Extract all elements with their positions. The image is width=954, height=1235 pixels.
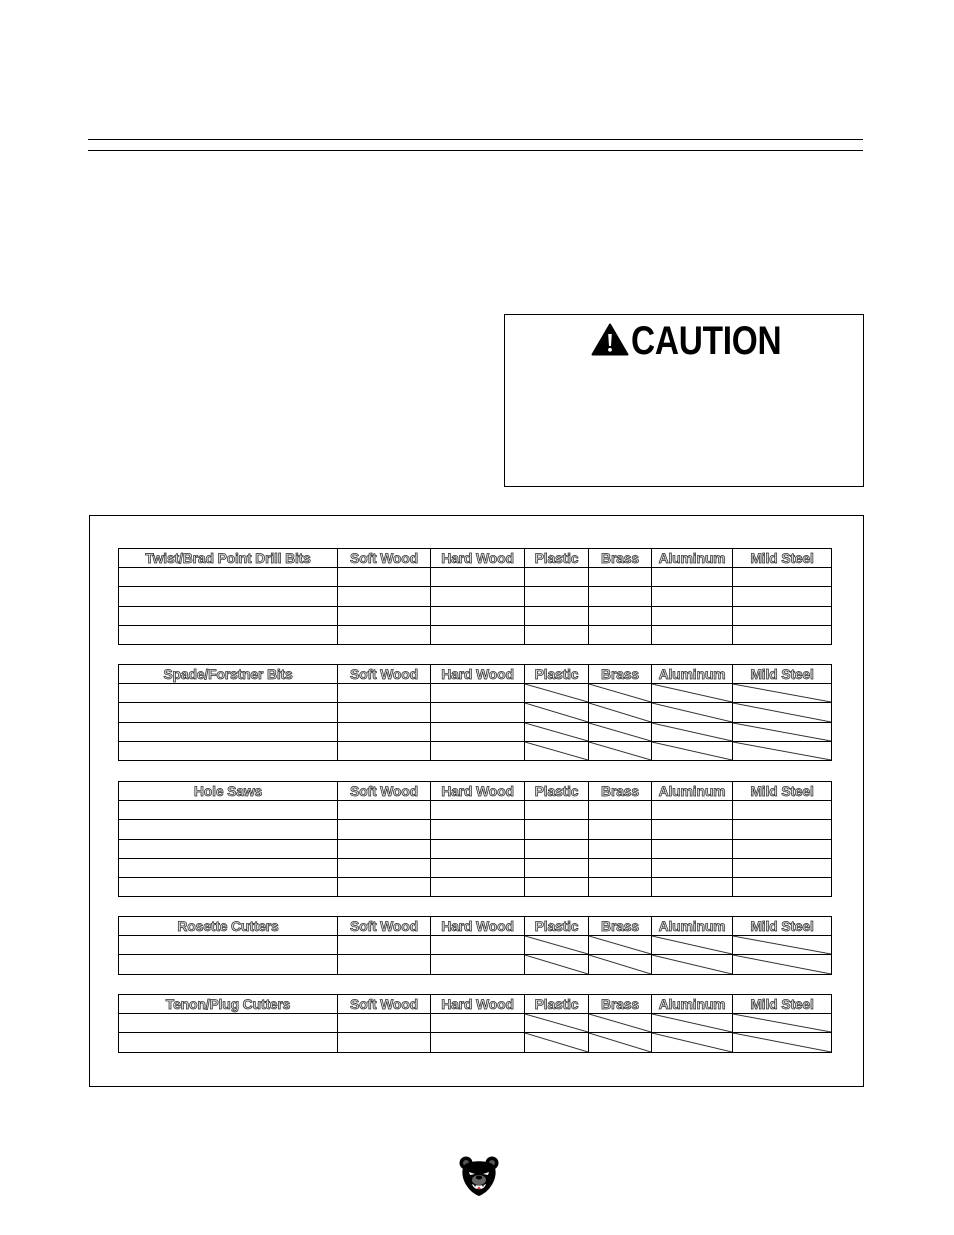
table-cell bbox=[338, 607, 431, 626]
table-cell bbox=[338, 801, 431, 820]
table-cell bbox=[431, 607, 525, 626]
table-cell bbox=[119, 742, 338, 761]
table-header-row bbox=[119, 995, 832, 1014]
not-applicable-cell bbox=[652, 742, 733, 761]
table-cell bbox=[525, 568, 589, 587]
table-cell bbox=[525, 859, 589, 878]
table-cell bbox=[733, 801, 832, 820]
table-header-row bbox=[119, 917, 832, 936]
table-cell bbox=[431, 840, 525, 859]
spade-forstner-bits-table bbox=[118, 664, 832, 761]
not-applicable-cell bbox=[733, 1033, 832, 1052]
table-cell bbox=[119, 703, 338, 722]
hole-saws-table bbox=[118, 781, 832, 897]
table-cell bbox=[733, 568, 832, 587]
table-cell bbox=[589, 607, 652, 626]
table-cell bbox=[525, 626, 589, 645]
column-header-soft-wood: Soft Wood bbox=[338, 665, 431, 684]
table-header-row bbox=[119, 782, 832, 801]
table-row bbox=[119, 955, 832, 974]
table-cell bbox=[652, 801, 733, 820]
warning-triangle-icon bbox=[591, 323, 629, 356]
not-applicable-cell bbox=[525, 1033, 589, 1052]
column-header-hard-wood: Hard Wood bbox=[431, 995, 525, 1014]
rosette-cutters-table bbox=[118, 916, 832, 975]
column-header-mild-steel: Mild Steel bbox=[733, 782, 832, 801]
table-cell bbox=[338, 1014, 431, 1033]
table-cell bbox=[652, 607, 733, 626]
table-row bbox=[119, 742, 832, 761]
table-cell bbox=[431, 1033, 525, 1052]
table-cell bbox=[431, 1014, 525, 1033]
column-header-plastic: Plastic bbox=[525, 995, 589, 1014]
not-applicable-cell bbox=[525, 742, 589, 761]
not-applicable-cell bbox=[589, 684, 652, 703]
table-cell bbox=[119, 840, 338, 859]
table-cell bbox=[733, 587, 832, 606]
twist-brad-point-drill-bits-table bbox=[118, 548, 832, 645]
table-cell bbox=[589, 878, 652, 897]
table-cell bbox=[589, 587, 652, 606]
table-cell bbox=[589, 801, 652, 820]
table-cell bbox=[525, 820, 589, 839]
table-cell bbox=[431, 859, 525, 878]
table-row bbox=[119, 936, 832, 955]
table-cell bbox=[652, 878, 733, 897]
not-applicable-cell bbox=[652, 1014, 733, 1033]
table-row bbox=[119, 840, 832, 859]
table-cell bbox=[119, 936, 338, 955]
table-cell bbox=[338, 568, 431, 587]
tenon-plug-cutters-table bbox=[118, 994, 832, 1053]
column-header-soft-wood: Soft Wood bbox=[338, 917, 431, 936]
table-cell bbox=[525, 587, 589, 606]
not-applicable-cell bbox=[589, 955, 652, 974]
table-cell bbox=[589, 568, 652, 587]
column-header-plastic: Plastic bbox=[525, 782, 589, 801]
table-row bbox=[119, 587, 832, 606]
table-row bbox=[119, 684, 832, 703]
column-header-hard-wood: Hard Wood bbox=[431, 665, 525, 684]
table-cell bbox=[652, 859, 733, 878]
not-applicable-cell bbox=[589, 1033, 652, 1052]
table-cell bbox=[338, 723, 431, 742]
not-applicable-cell bbox=[525, 1014, 589, 1033]
table-cell bbox=[589, 840, 652, 859]
table-cell bbox=[652, 587, 733, 606]
column-header-hard-wood: Hard Wood bbox=[431, 782, 525, 801]
table-cell bbox=[431, 936, 525, 955]
table-cell bbox=[338, 684, 431, 703]
table-cell bbox=[589, 820, 652, 839]
column-header-brass: Brass bbox=[589, 995, 652, 1014]
caution-title: CAUTION bbox=[631, 319, 782, 363]
table-title: Spade/Forstner Bits bbox=[119, 665, 338, 684]
column-header-mild-steel: Mild Steel bbox=[733, 917, 832, 936]
not-applicable-cell bbox=[525, 723, 589, 742]
not-applicable-cell bbox=[652, 936, 733, 955]
table-cell bbox=[119, 820, 338, 839]
table-cell bbox=[589, 859, 652, 878]
table-cell bbox=[119, 568, 338, 587]
not-applicable-cell bbox=[525, 936, 589, 955]
not-applicable-cell bbox=[525, 684, 589, 703]
not-applicable-cell bbox=[525, 955, 589, 974]
table-cell bbox=[119, 587, 338, 606]
table-cell bbox=[119, 955, 338, 974]
table-cell bbox=[119, 878, 338, 897]
table-row bbox=[119, 801, 832, 820]
not-applicable-cell bbox=[733, 703, 832, 722]
not-applicable-cell bbox=[652, 703, 733, 722]
table-cell bbox=[338, 587, 431, 606]
column-header-brass: Brass bbox=[589, 782, 652, 801]
column-header-brass: Brass bbox=[589, 917, 652, 936]
table-cell bbox=[652, 568, 733, 587]
not-applicable-cell bbox=[733, 1014, 832, 1033]
not-applicable-cell bbox=[589, 703, 652, 722]
table-row bbox=[119, 878, 832, 897]
table-row bbox=[119, 1014, 832, 1033]
table-cell bbox=[525, 801, 589, 820]
table-row bbox=[119, 820, 832, 839]
table-cell bbox=[652, 840, 733, 859]
table-cell bbox=[733, 840, 832, 859]
column-header-aluminum: Aluminum bbox=[652, 917, 733, 936]
not-applicable-cell bbox=[589, 936, 652, 955]
table-row bbox=[119, 626, 832, 645]
table-cell bbox=[338, 878, 431, 897]
table-row bbox=[119, 568, 832, 587]
column-header-soft-wood: Soft Wood bbox=[338, 995, 431, 1014]
table-cell bbox=[119, 1014, 338, 1033]
column-header-aluminum: Aluminum bbox=[652, 995, 733, 1014]
column-header-soft-wood: Soft Wood bbox=[338, 782, 431, 801]
not-applicable-cell bbox=[733, 684, 832, 703]
table-header-row bbox=[119, 665, 832, 684]
not-applicable-cell bbox=[652, 1033, 733, 1052]
not-applicable-cell bbox=[589, 723, 652, 742]
not-applicable-cell bbox=[589, 1014, 652, 1033]
table-cell bbox=[431, 878, 525, 897]
table-cell bbox=[525, 878, 589, 897]
table-cell bbox=[431, 723, 525, 742]
table-cell bbox=[338, 703, 431, 722]
not-applicable-cell bbox=[525, 703, 589, 722]
grizzly-bear-logo bbox=[458, 1155, 500, 1197]
table-cell bbox=[338, 859, 431, 878]
table-cell bbox=[119, 1033, 338, 1052]
table-cell bbox=[431, 587, 525, 606]
table-cell bbox=[431, 568, 525, 587]
table-cell bbox=[119, 723, 338, 742]
table-cell bbox=[431, 955, 525, 974]
table-cell bbox=[119, 684, 338, 703]
not-applicable-cell bbox=[652, 684, 733, 703]
table-cell bbox=[431, 703, 525, 722]
column-header-mild-steel: Mild Steel bbox=[733, 665, 832, 684]
table-cell bbox=[652, 626, 733, 645]
table-cell bbox=[119, 626, 338, 645]
column-header-brass: Brass bbox=[589, 665, 652, 684]
caution-box bbox=[504, 314, 864, 487]
column-header-aluminum: Aluminum bbox=[652, 665, 733, 684]
table-row bbox=[119, 703, 832, 722]
column-header-plastic: Plastic bbox=[525, 549, 589, 568]
table-cell bbox=[733, 878, 832, 897]
table-cell bbox=[119, 607, 338, 626]
table-cell bbox=[338, 840, 431, 859]
table-cell bbox=[733, 820, 832, 839]
not-applicable-cell bbox=[652, 955, 733, 974]
not-applicable-cell bbox=[733, 936, 832, 955]
table-title: Hole Saws bbox=[119, 782, 338, 801]
section-divider-bottom bbox=[88, 150, 863, 151]
column-header-aluminum: Aluminum bbox=[652, 549, 733, 568]
table-cell bbox=[338, 742, 431, 761]
table-cell bbox=[338, 626, 431, 645]
column-header-soft-wood: Soft Wood bbox=[338, 549, 431, 568]
table-cell bbox=[652, 820, 733, 839]
table-cell bbox=[431, 626, 525, 645]
table-title: Twist/Brad Point Drill Bits bbox=[119, 549, 338, 568]
table-cell bbox=[733, 626, 832, 645]
table-cell bbox=[338, 955, 431, 974]
table-cell bbox=[431, 801, 525, 820]
column-header-plastic: Plastic bbox=[525, 917, 589, 936]
table-title: Tenon/Plug Cutters bbox=[119, 995, 338, 1014]
table-row bbox=[119, 859, 832, 878]
table-cell bbox=[119, 801, 338, 820]
column-header-mild-steel: Mild Steel bbox=[733, 549, 832, 568]
not-applicable-cell bbox=[733, 955, 832, 974]
table-cell bbox=[119, 859, 338, 878]
table-cell bbox=[431, 820, 525, 839]
not-applicable-cell bbox=[733, 742, 832, 761]
column-header-aluminum: Aluminum bbox=[652, 782, 733, 801]
table-cell bbox=[431, 742, 525, 761]
table-row bbox=[119, 1033, 832, 1052]
table-cell bbox=[338, 936, 431, 955]
column-header-hard-wood: Hard Wood bbox=[431, 917, 525, 936]
table-header-row bbox=[119, 549, 832, 568]
column-header-brass: Brass bbox=[589, 549, 652, 568]
table-row bbox=[119, 607, 832, 626]
table-title: Rosette Cutters bbox=[119, 917, 338, 936]
column-header-mild-steel: Mild Steel bbox=[733, 995, 832, 1014]
table-cell bbox=[338, 820, 431, 839]
table-cell bbox=[733, 859, 832, 878]
not-applicable-cell bbox=[733, 723, 832, 742]
section-divider-top bbox=[88, 139, 863, 140]
table-cell bbox=[589, 626, 652, 645]
not-applicable-cell bbox=[589, 742, 652, 761]
table-cell bbox=[431, 684, 525, 703]
table-cell bbox=[525, 840, 589, 859]
table-cell bbox=[525, 607, 589, 626]
table-cell bbox=[733, 607, 832, 626]
table-cell bbox=[338, 1033, 431, 1052]
column-header-plastic: Plastic bbox=[525, 665, 589, 684]
column-header-hard-wood: Hard Wood bbox=[431, 549, 525, 568]
not-applicable-cell bbox=[652, 723, 733, 742]
table-row bbox=[119, 723, 832, 742]
